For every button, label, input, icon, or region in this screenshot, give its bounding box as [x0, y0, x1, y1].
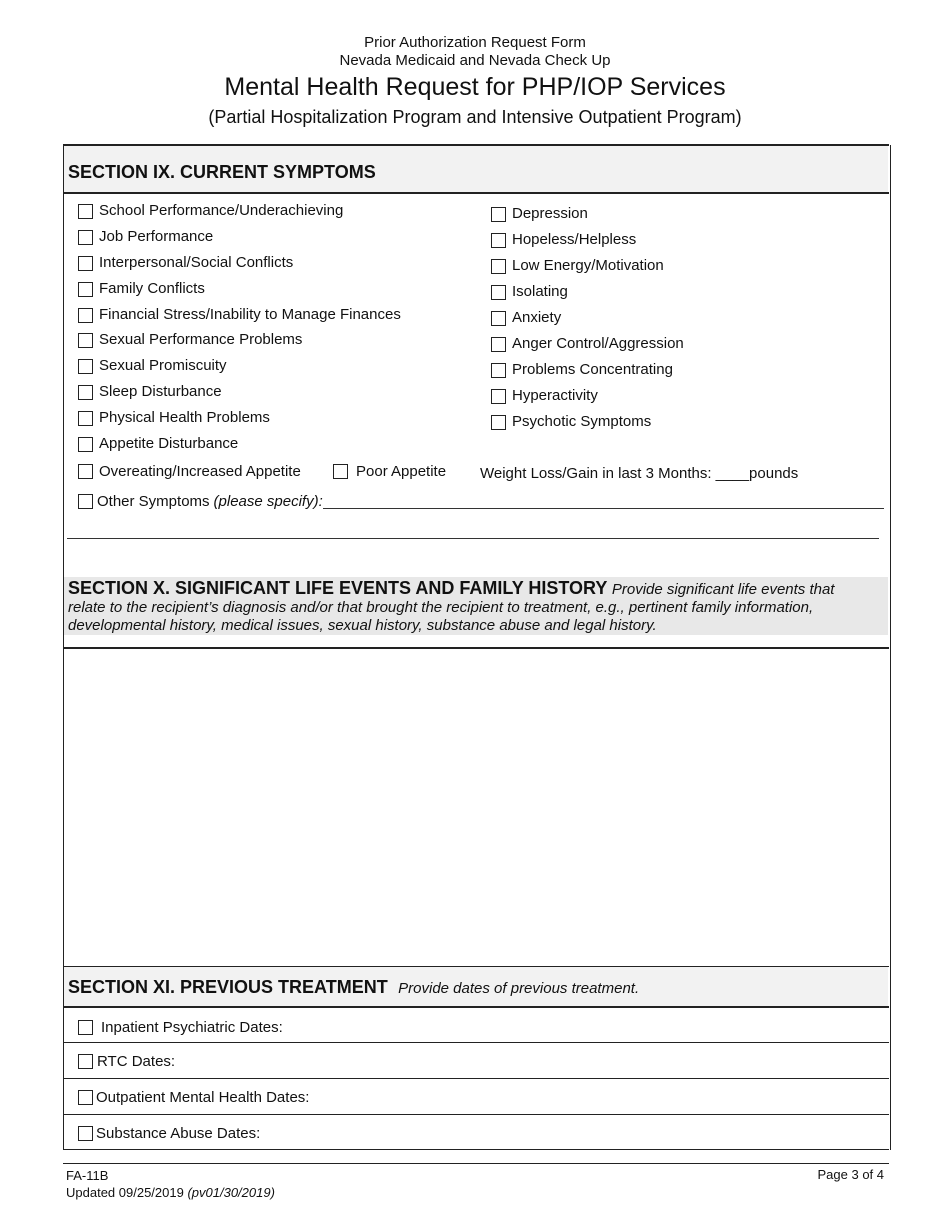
page-subtitle: (Partial Hospitalization Program and Intensive Outpatient Program)	[208, 107, 742, 127]
section-11-title: SECTION XI. PREVIOUS TREATMENT	[68, 977, 388, 997]
symptom-label: Job Performance	[99, 227, 214, 245]
symptom-checkbox[interactable]	[78, 385, 93, 400]
symptom-label: Low Energy/Motivation	[512, 257, 664, 274]
treatment-option[interactable]	[78, 1053, 175, 1070]
divider	[63, 1042, 889, 1043]
symptom-option[interactable]	[78, 305, 478, 334]
divider	[63, 1114, 889, 1115]
form-type-label: Prior Authorization Request Form	[364, 34, 586, 51]
treatment-label: Inpatient Psychiatric Dates:	[101, 1019, 283, 1036]
symptom-option[interactable]	[491, 363, 871, 389]
symptom-option[interactable]	[491, 415, 871, 441]
rtc-checkbox[interactable]	[78, 1054, 93, 1069]
page-number: Page 3 of 4	[817, 1167, 884, 1182]
symptom-option[interactable]	[78, 359, 478, 385]
symptom-label: School Performance/Underachieving	[99, 202, 344, 219]
symptom-label: Problems Concentrating	[512, 361, 673, 378]
symptom-checkbox[interactable]	[78, 359, 93, 374]
symptom-checkbox[interactable]	[78, 230, 93, 245]
symptom-option[interactable]	[491, 389, 871, 415]
symptom-option[interactable]	[491, 259, 871, 285]
poor-appetite-option[interactable]	[333, 463, 446, 480]
symptoms-right-column	[491, 207, 871, 441]
program-label: Nevada Medicaid and Nevada Check Up	[339, 52, 611, 69]
symptom-option[interactable]	[78, 253, 478, 282]
symptom-label: Sleep Disturbance	[99, 383, 222, 401]
updated-label: Updated 09/25/2019	[66, 1185, 184, 1200]
symptom-checkbox[interactable]	[491, 233, 506, 248]
symptom-checkbox[interactable]	[78, 308, 93, 323]
symptom-label: Hyperactivity	[512, 387, 598, 404]
treatment-label: Outpatient Mental Health Dates:	[96, 1089, 310, 1106]
divider	[63, 1149, 889, 1150]
inpatient-checkbox[interactable]	[78, 1020, 93, 1035]
section-10-header	[64, 577, 888, 635]
symptom-label: Depression	[512, 205, 588, 222]
symptom-option[interactable]	[78, 227, 478, 256]
symptom-option[interactable]	[491, 337, 871, 363]
substance-abuse-checkbox[interactable]	[78, 1126, 93, 1141]
treatment-option[interactable]	[78, 1125, 260, 1142]
treatment-label: RTC Dates:	[97, 1053, 176, 1070]
outpatient-checkbox[interactable]	[78, 1090, 93, 1105]
overeating-option[interactable]	[78, 463, 301, 480]
symptom-option[interactable]	[78, 279, 478, 308]
symptom-checkbox[interactable]	[491, 363, 506, 378]
updated-date	[66, 1184, 275, 1201]
symptom-option[interactable]	[78, 437, 478, 463]
footer-left	[66, 1167, 275, 1201]
symptom-checkbox[interactable]	[78, 282, 93, 297]
version-label: (pv01/30/2019)	[187, 1185, 275, 1200]
symptom-checkbox[interactable]	[491, 337, 506, 352]
divider	[63, 192, 889, 194]
weight-change-label: Weight Loss/Gain in last 3 Months: ____pounds	[480, 465, 799, 482]
symptom-option[interactable]	[491, 285, 871, 311]
symptom-label: Psychotic Symptoms	[512, 413, 652, 430]
symptom-checkbox[interactable]	[78, 437, 93, 452]
overeating-checkbox[interactable]	[78, 464, 93, 479]
symptom-label: Hopeless/Helpless	[512, 231, 637, 248]
weight-change-field[interactable]	[480, 465, 798, 482]
symptom-checkbox[interactable]	[491, 259, 506, 274]
symptom-label: Anxiety	[512, 309, 562, 326]
symptom-option[interactable]	[78, 411, 478, 437]
symptom-option[interactable]	[78, 385, 478, 411]
form-id: FA-11B	[66, 1168, 109, 1183]
section-10-description: Provide significant life events that relate to the recipient’s diagnosis and/or that brought the recipient to treatment, e.g., pertinent family information, developmental history, medical issues, sexual history, substance abuse and legal history.	[68, 581, 835, 634]
section-9-header	[64, 146, 888, 192]
section-11-description: Provide dates of previous treatment.	[398, 980, 640, 997]
treatment-label: Substance Abuse Dates:	[96, 1125, 261, 1142]
poor-appetite-checkbox[interactable]	[333, 464, 348, 479]
other-symptoms-hint: (please specify):	[213, 493, 323, 510]
symptom-checkbox[interactable]	[491, 285, 506, 300]
symptom-label: Financial Stress/Inability to Manage Finances	[99, 305, 401, 323]
overeating-label: Overeating/Increased Appetite	[99, 463, 301, 480]
poor-appetite-label: Poor Appetite	[356, 463, 447, 480]
other-symptoms-label: Other Symptoms	[97, 493, 210, 510]
symptom-label: Sexual Performance Problems	[99, 331, 303, 349]
treatment-option[interactable]	[78, 1019, 283, 1036]
section-10-title: SECTION X. SIGNIFICANT LIFE EVENTS AND FAMILY HISTORY	[68, 578, 608, 598]
footer-divider	[63, 1163, 889, 1164]
other-symptoms-field[interactable]	[78, 493, 884, 510]
other-symptoms-line-2[interactable]	[67, 538, 879, 539]
divider	[63, 1078, 889, 1079]
symptom-option[interactable]	[78, 204, 478, 230]
symptom-label: Interpersonal/Social Conflicts	[99, 253, 294, 271]
symptom-option[interactable]	[491, 311, 871, 337]
page-title: Mental Health Request for PHP/IOP Services	[224, 73, 726, 101]
symptom-label: Anger Control/Aggression	[512, 335, 684, 352]
divider	[63, 1006, 889, 1008]
symptom-option[interactable]	[491, 207, 871, 233]
symptoms-left-column	[78, 204, 478, 463]
other-symptoms-checkbox[interactable]	[78, 494, 93, 509]
symptom-label: Sexual Promiscuity	[99, 357, 227, 375]
life-events-textarea[interactable]	[64, 649, 888, 966]
symptom-option[interactable]	[78, 333, 478, 359]
symptom-checkbox[interactable]	[491, 415, 506, 430]
section-11-header	[64, 967, 888, 1006]
symptom-checkbox[interactable]	[78, 256, 93, 271]
treatment-option[interactable]	[78, 1089, 309, 1106]
symptom-label: Family Conflicts	[99, 279, 205, 297]
symptom-option[interactable]	[491, 233, 871, 259]
symptom-checkbox[interactable]	[491, 311, 506, 326]
section-9-title: SECTION IX. CURRENT SYMPTOMS	[68, 162, 376, 182]
symptom-checkbox[interactable]	[78, 411, 93, 426]
symptom-label: Isolating	[512, 283, 568, 300]
symptom-checkbox[interactable]	[491, 207, 506, 222]
symptom-checkbox[interactable]	[78, 204, 93, 219]
other-symptoms-line[interactable]	[323, 494, 884, 509]
symptom-label: Physical Health Problems	[99, 409, 270, 427]
symptom-checkbox[interactable]	[78, 333, 93, 348]
symptom-checkbox[interactable]	[491, 389, 506, 404]
symptom-label: Appetite Disturbance	[99, 435, 239, 453]
